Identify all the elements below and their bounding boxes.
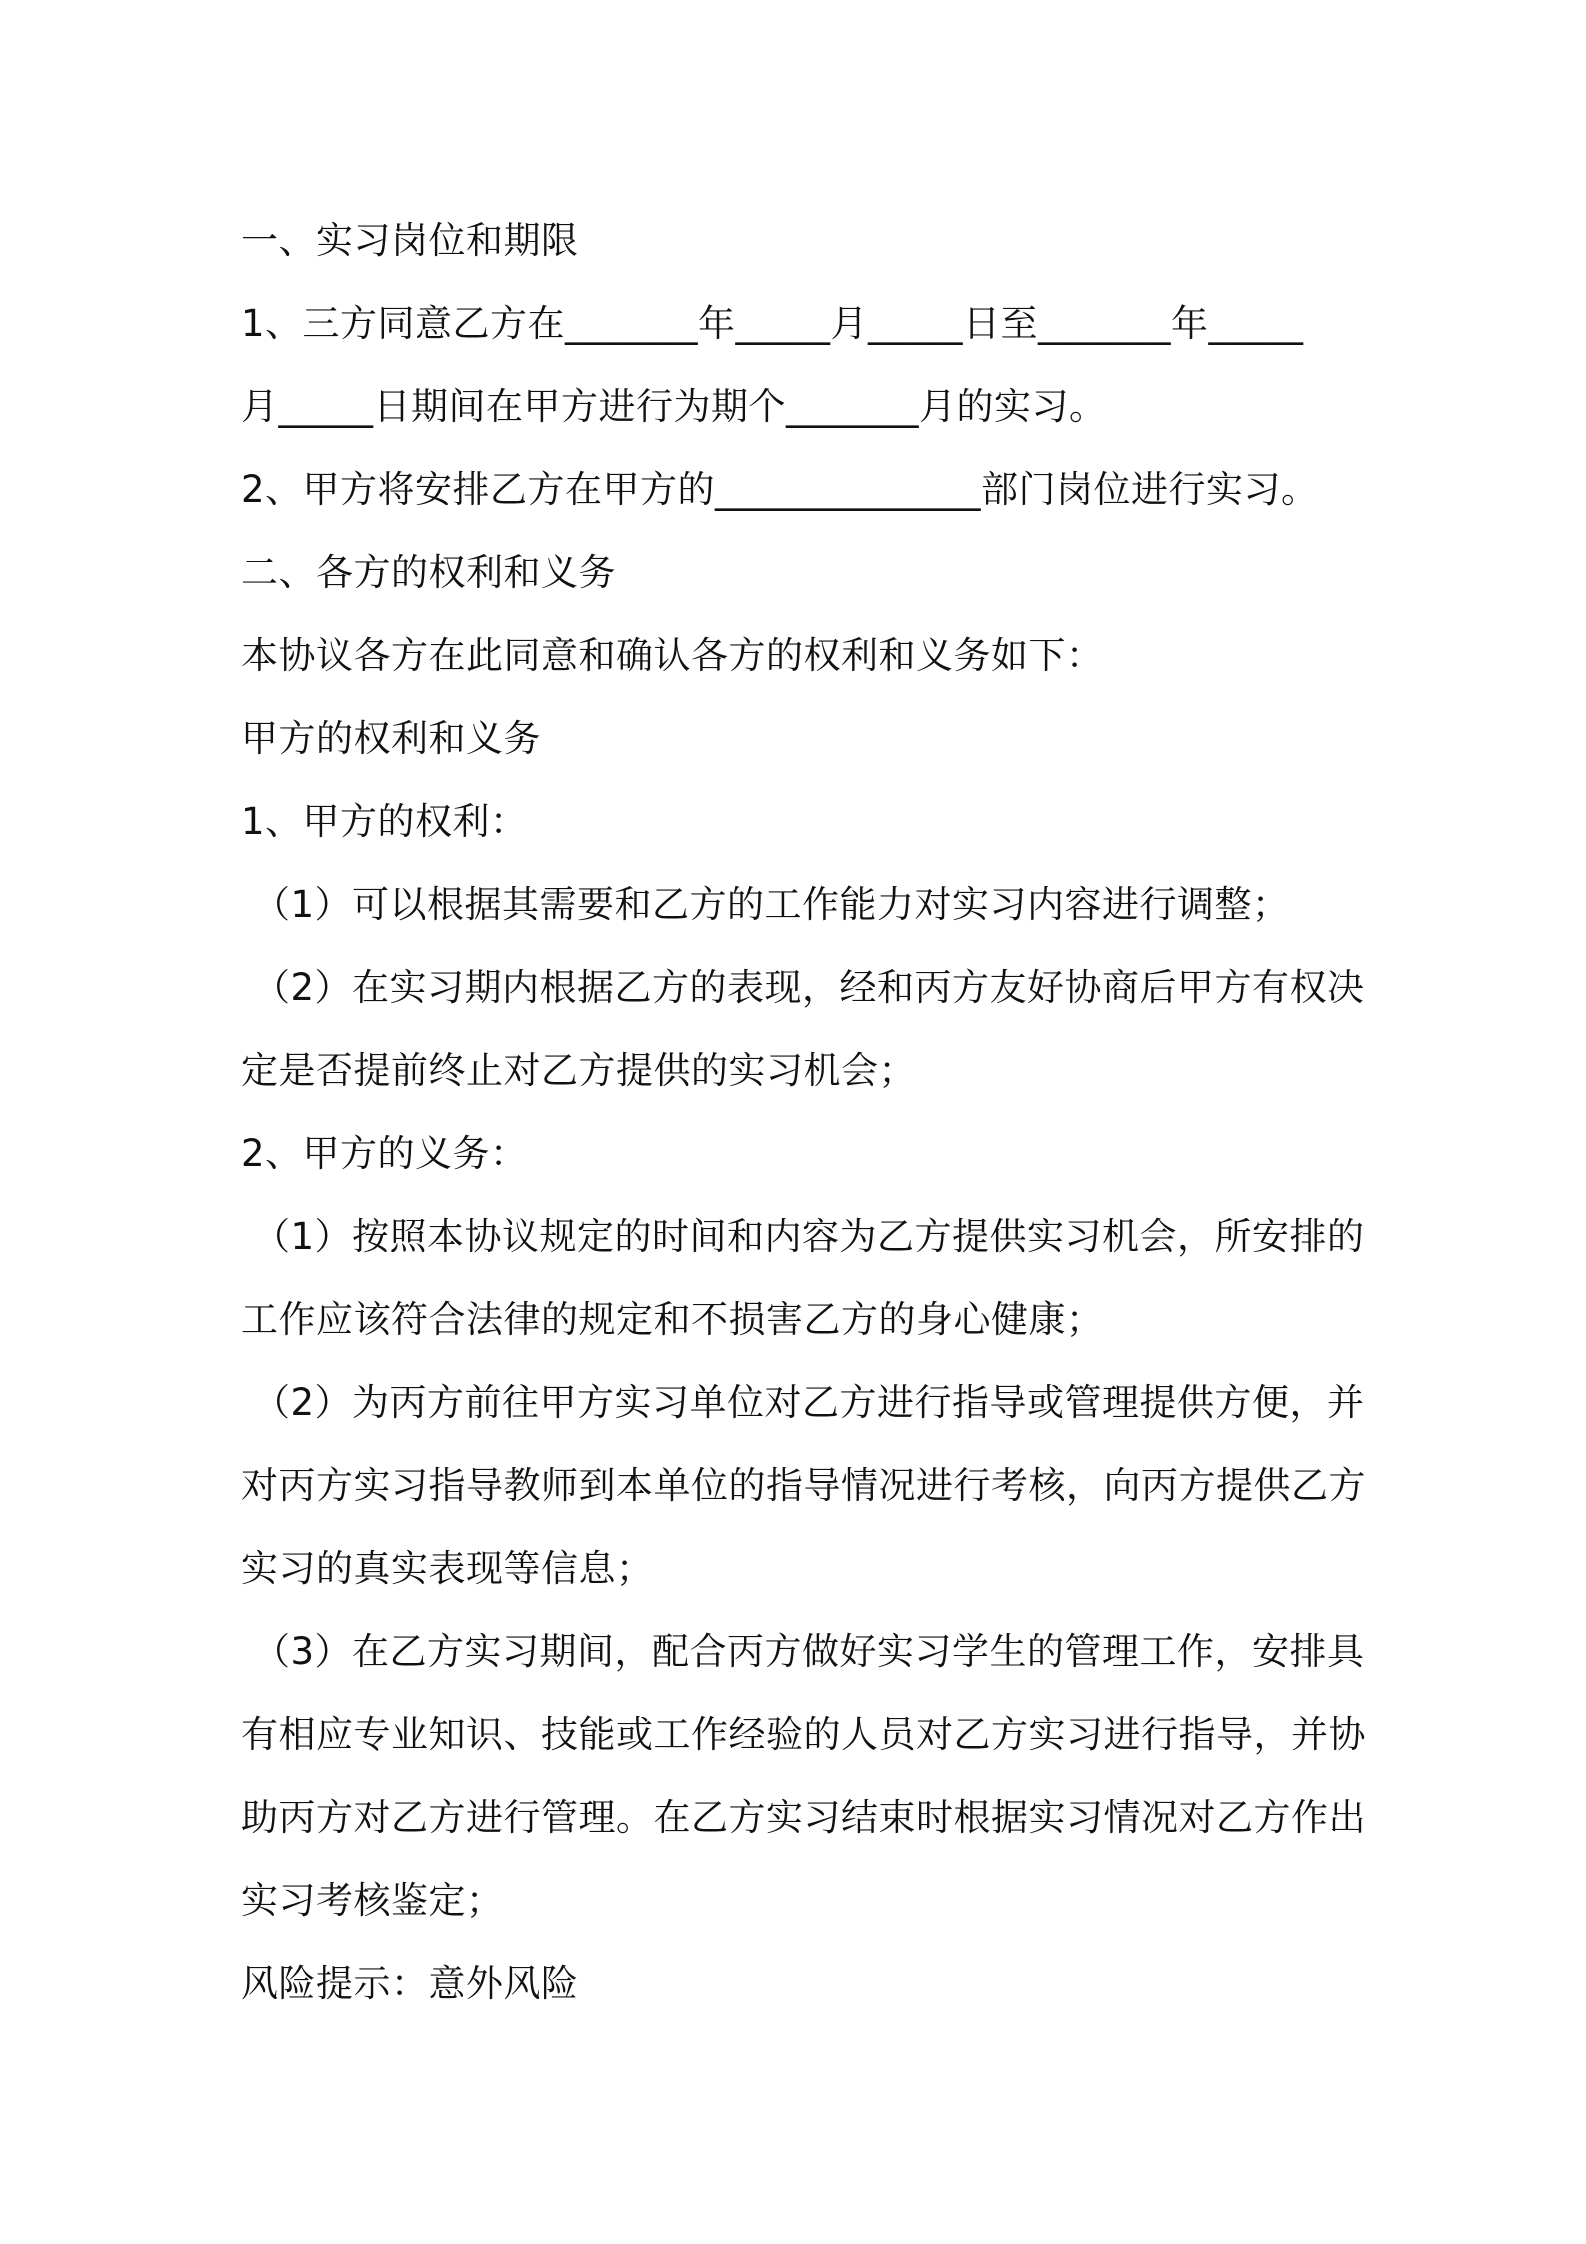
paragraph-intro: 本协议各方在此同意和确认各方的权利和义务如下： — [241, 634, 1104, 677]
duties-item-3-line-1: （3）在乙方实习期间，配合丙方做好实习学生的管理工作，安排具 — [253, 1630, 1365, 1673]
rights-item-2-line-2: 定是否提前终止对乙方提供的实习机会； — [241, 1049, 916, 1092]
duties-item-2-line-2: 对丙方实习指导教师到本单位的指导情况进行考核，向丙方提供乙方 — [241, 1464, 1366, 1507]
section-heading-2: 二、各方的权利和义务 — [241, 551, 616, 594]
item-party-a-duties: 2、甲方的义务： — [241, 1132, 528, 1175]
duties-item-3-line-3: 助丙方对乙方进行管理。在乙方实习结束时根据实习情况对乙方作出 — [241, 1796, 1366, 1839]
document-body — [241, 199, 1366, 2025]
item-party-a-rights: 1、甲方的权利： — [241, 800, 528, 843]
duties-item-3-line-2: 有相应专业知识、技能或工作经验的人员对乙方实习进行指导，并协 — [241, 1713, 1366, 1756]
duties-item-2-line-3: 实习的真实表现等信息； — [241, 1547, 654, 1590]
section-heading-1: 一、实习岗位和期限 — [241, 219, 579, 262]
clause-1-line-2: 月_____日期间在甲方进行为期个_______月的实习。 — [241, 385, 1107, 428]
subheading-party-a: 甲方的权利和义务 — [241, 717, 541, 760]
duties-item-2-line-1: （2）为丙方前往甲方实习单位对乙方进行指导或管理提供方便，并 — [253, 1381, 1365, 1424]
clause-2: 2、甲方将安排乙方在甲方的______________部门岗位进行实习。 — [241, 468, 1319, 511]
duties-item-1-line-2: 工作应该符合法律的规定和不损害乙方的身心健康； — [241, 1298, 1104, 1341]
duties-item-1-line-1: （1）按照本协议规定的时间和内容为乙方提供实习机会，所安排的 — [253, 1215, 1365, 1258]
rights-item-1: （1）可以根据其需要和乙方的工作能力对实习内容进行调整； — [253, 883, 1290, 926]
duties-item-3-line-4: 实习考核鉴定； — [241, 1879, 504, 1922]
clause-1-line-1: 1、三方同意乙方在_______年_____月_____日至_______年_____ — [241, 302, 1304, 345]
risk-notice: 风险提示：意外风险 — [241, 1962, 579, 2005]
rights-item-2-line-1: （2）在实习期内根据乙方的表现，经和丙方友好协商后甲方有权决 — [253, 966, 1365, 1009]
